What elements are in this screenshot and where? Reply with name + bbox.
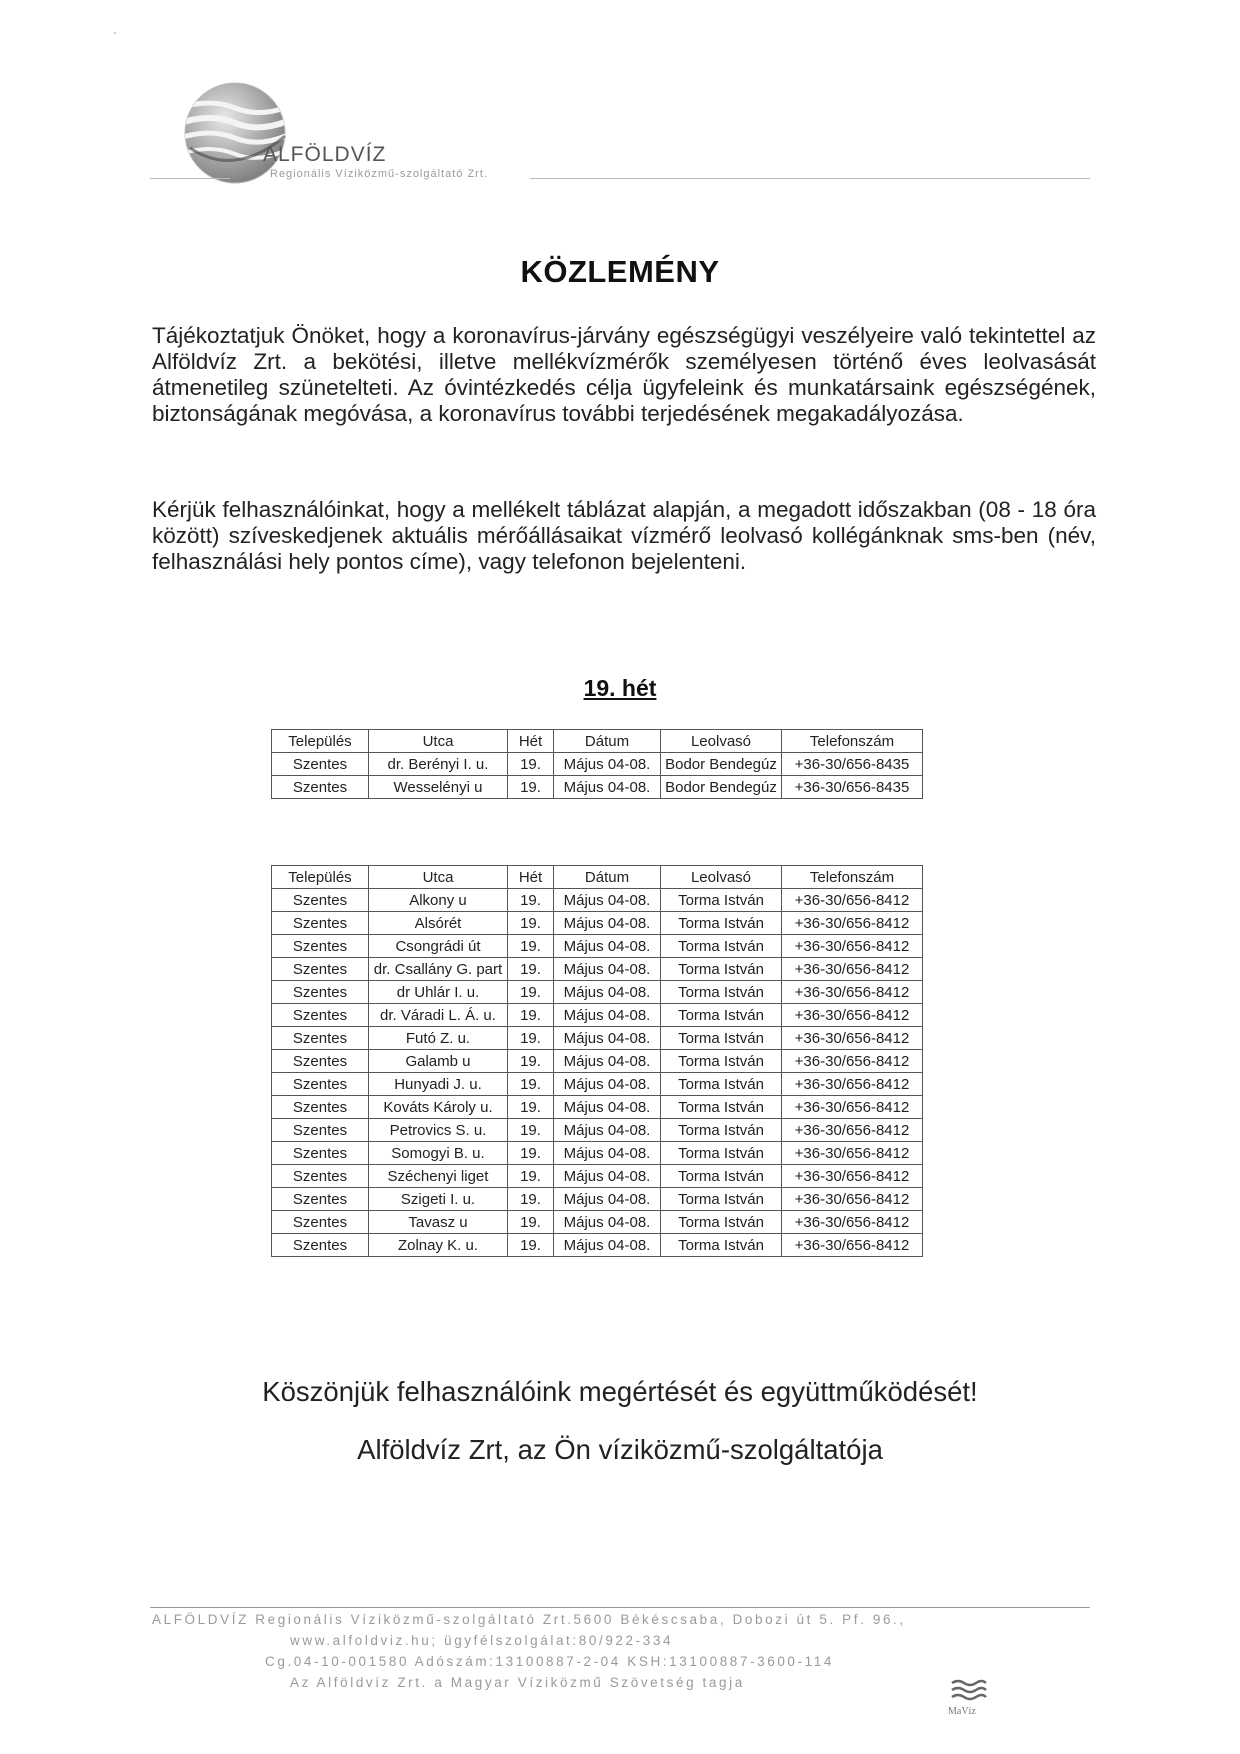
table-row (272, 935, 923, 958)
cell-phone: +36-30/656-8412 (782, 958, 923, 981)
cell-settlement: Szentes (272, 1119, 369, 1142)
cell-date: Május 04-08. (554, 935, 661, 958)
cell-reader: Torma István (661, 1027, 782, 1050)
col-header-street: Utca (369, 730, 508, 753)
cell-settlement: Szentes (272, 981, 369, 1004)
cell-phone: +36-30/656-8412 (782, 1165, 923, 1188)
intro-paragraph: Tájékoztatjuk Önöket, hogy a koronavírus-járvány egészségügyi veszélyeire való tekintettel az Alföldvíz Zrt. a bekötési, illetve mellékvízmérők személyesen történő éves leolvasását átmenetileg szünetelteti. Az óvintézkedés célja ügyfeleink és munkatársaink egészségének, biztonságának megóvása, a koronavírus további terjedésének megakadályozása. (152, 323, 1096, 426)
table-row (272, 889, 923, 912)
cell-phone: +36-30/656-8435 (782, 753, 923, 776)
col-header-settlement: Település (272, 866, 369, 889)
table-header-row (272, 866, 923, 889)
cell-street: Petrovics S. u. (369, 1119, 508, 1142)
cell-reader: Torma István (661, 1050, 782, 1073)
cell-week: 19. (508, 1165, 554, 1188)
cell-street: dr. Váradi L. Á. u. (369, 1004, 508, 1027)
cell-date: Május 04-08. (554, 1211, 661, 1234)
cell-street: Széchenyi liget (369, 1165, 508, 1188)
table-row (272, 776, 923, 799)
cell-settlement: Szentes (272, 889, 369, 912)
table-row (272, 912, 923, 935)
cell-phone: +36-30/656-8412 (782, 1234, 923, 1257)
cell-settlement: Szentes (272, 912, 369, 935)
cell-week: 19. (508, 1096, 554, 1119)
cell-settlement: Szentes (272, 1096, 369, 1119)
cell-date: Május 04-08. (554, 1004, 661, 1027)
cell-reader: Torma István (661, 1211, 782, 1234)
cell-phone: +36-30/656-8412 (782, 1050, 923, 1073)
cell-settlement: Szentes (272, 958, 369, 981)
cell-street: dr. Berényi I. u. (369, 753, 508, 776)
reader-table-bodor (271, 729, 923, 799)
cell-settlement: Szentes (272, 1004, 369, 1027)
cell-phone: +36-30/656-8412 (782, 1027, 923, 1050)
cell-phone: +36-30/656-8412 (782, 1073, 923, 1096)
table-body (272, 889, 923, 1257)
cell-reader: Torma István (661, 1073, 782, 1096)
cell-settlement: Szentes (272, 753, 369, 776)
footer-divider (150, 1607, 1090, 1608)
cell-date: Május 04-08. (554, 958, 661, 981)
cell-phone: +36-30/656-8412 (782, 1142, 923, 1165)
col-header-date: Dátum (554, 730, 661, 753)
cell-reader: Torma István (661, 981, 782, 1004)
cell-reader: Torma István (661, 889, 782, 912)
cell-date: Május 04-08. (554, 776, 661, 799)
table-row (272, 1165, 923, 1188)
cell-phone: +36-30/656-8412 (782, 889, 923, 912)
cell-date: Május 04-08. (554, 1142, 661, 1165)
cell-reader: Torma István (661, 912, 782, 935)
week-heading: 19. hét (583, 675, 657, 701)
cell-week: 19. (508, 1050, 554, 1073)
cell-settlement: Szentes (272, 1142, 369, 1165)
table-row (272, 753, 923, 776)
cell-date: Május 04-08. (554, 1096, 661, 1119)
col-header-settlement: Település (272, 730, 369, 753)
header-divider-left (150, 178, 230, 179)
request-paragraph: Kérjük felhasználóinkat, hogy a mellékelt táblázat alapján, a megadott időszakban (08 - 18 óra között) szíveskedjenek aktuális mérőállásaikat vízmérő leolvasó kollégánknak sms-ben (név, felhasználási hely pontos címe), vagy telefonon bejelenteni. (152, 497, 1096, 574)
footer-membership: Az Alföldvíz Zrt. a Magyar Víziközmű Szövetség tagja (290, 1675, 745, 1690)
cell-week: 19. (508, 912, 554, 935)
table-row (272, 1050, 923, 1073)
cell-street: Kováts Károly u. (369, 1096, 508, 1119)
mavir-label: MaVíz (948, 1706, 976, 1717)
col-header-reader: Leolvasó (661, 866, 782, 889)
cell-week: 19. (508, 935, 554, 958)
cell-reader: Torma István (661, 1234, 782, 1257)
table-row (272, 1004, 923, 1027)
scan-artifact (114, 32, 116, 34)
table-row (272, 1211, 923, 1234)
cell-settlement: Szentes (272, 1027, 369, 1050)
cell-reader: Bodor Bendegúz (661, 753, 782, 776)
cell-date: Május 04-08. (554, 1234, 661, 1257)
cell-settlement: Szentes (272, 1050, 369, 1073)
table-row (272, 1119, 923, 1142)
cell-street: Tavasz u (369, 1211, 508, 1234)
cell-date: Május 04-08. (554, 753, 661, 776)
cell-settlement: Szentes (272, 1211, 369, 1234)
cell-phone: +36-30/656-8412 (782, 1096, 923, 1119)
cell-street: Futó Z. u. (369, 1027, 508, 1050)
footer-registry: Cg.04-10-001580 Adószám:13100887-2-04 KSH:13100887-3600-114 (265, 1654, 834, 1669)
col-header-phone: Telefonszám (782, 866, 923, 889)
cell-week: 19. (508, 1234, 554, 1257)
thanks-message: Köszönjük felhasználóink megértését és együttműködését! (262, 1376, 978, 1407)
document-title: KÖZLEMÉNY (520, 254, 720, 289)
cell-street: dr. Csallány G. part (369, 958, 508, 981)
table-header-row (272, 730, 923, 753)
cell-week: 19. (508, 1188, 554, 1211)
cell-week: 19. (508, 776, 554, 799)
cell-street: Galamb u (369, 1050, 508, 1073)
cell-week: 19. (508, 889, 554, 912)
cell-phone: +36-30/656-8412 (782, 1119, 923, 1142)
cell-reader: Torma István (661, 958, 782, 981)
cell-phone: +36-30/656-8435 (782, 776, 923, 799)
header-divider-right (530, 178, 1090, 179)
cell-street: Szigeti I. u. (369, 1188, 508, 1211)
cell-phone: +36-30/656-8412 (782, 981, 923, 1004)
cell-street: Alkony u (369, 889, 508, 912)
cell-reader: Torma István (661, 1096, 782, 1119)
cell-settlement: Szentes (272, 1234, 369, 1257)
table-row (272, 1096, 923, 1119)
footer-address: ALFÖLDVÍZ Regionális Víziközmű-szolgáltató Zrt.5600 Békéscsaba, Dobozi út 5. Pf. 96., (152, 1612, 906, 1627)
table-row (272, 1188, 923, 1211)
cell-date: Május 04-08. (554, 1027, 661, 1050)
cell-reader: Torma István (661, 1165, 782, 1188)
cell-week: 19. (508, 1211, 554, 1234)
cell-reader: Torma István (661, 1004, 782, 1027)
cell-phone: +36-30/656-8412 (782, 1004, 923, 1027)
table-row (272, 1027, 923, 1050)
cell-reader: Torma István (661, 1142, 782, 1165)
cell-reader: Torma István (661, 1188, 782, 1211)
table-row (272, 1073, 923, 1096)
cell-date: Május 04-08. (554, 981, 661, 1004)
cell-date: Május 04-08. (554, 912, 661, 935)
col-header-reader: Leolvasó (661, 730, 782, 753)
cell-week: 19. (508, 1004, 554, 1027)
cell-week: 19. (508, 981, 554, 1004)
cell-street: Csongrádi út (369, 935, 508, 958)
cell-date: Május 04-08. (554, 1165, 661, 1188)
cell-settlement: Szentes (272, 776, 369, 799)
table-body (272, 753, 923, 799)
cell-week: 19. (508, 1027, 554, 1050)
reader-table-torma (271, 865, 923, 1257)
cell-phone: +36-30/656-8412 (782, 912, 923, 935)
cell-street: Somogyi B. u. (369, 1142, 508, 1165)
cell-date: Május 04-08. (554, 889, 661, 912)
cell-week: 19. (508, 958, 554, 981)
cell-street: dr Uhlár I. u. (369, 981, 508, 1004)
cell-street: Wesselényi u (369, 776, 508, 799)
cell-settlement: Szentes (272, 935, 369, 958)
col-header-week: Hét (508, 866, 554, 889)
cell-settlement: Szentes (272, 1165, 369, 1188)
table-row (272, 981, 923, 1004)
cell-date: Május 04-08. (554, 1073, 661, 1096)
cell-reader: Bodor Bendegúz (661, 776, 782, 799)
cell-reader: Torma István (661, 935, 782, 958)
cell-date: Május 04-08. (554, 1050, 661, 1073)
cell-date: Május 04-08. (554, 1188, 661, 1211)
cell-week: 19. (508, 1073, 554, 1096)
col-header-phone: Telefonszám (782, 730, 923, 753)
cell-phone: +36-30/656-8412 (782, 1188, 923, 1211)
cell-date: Május 04-08. (554, 1119, 661, 1142)
cell-street: Zolnay K. u. (369, 1234, 508, 1257)
table-row (272, 958, 923, 981)
cell-week: 19. (508, 753, 554, 776)
cell-phone: +36-30/656-8412 (782, 935, 923, 958)
col-header-street: Utca (369, 866, 508, 889)
cell-phone: +36-30/656-8412 (782, 1211, 923, 1234)
cell-week: 19. (508, 1119, 554, 1142)
table-row (272, 1234, 923, 1257)
cell-week: 19. (508, 1142, 554, 1165)
footer-website-phone: www.alfoldviz.hu; ügyfélszolgálat:80/922-334 (290, 1633, 674, 1648)
cell-street: Alsórét (369, 912, 508, 935)
cell-reader: Torma István (661, 1119, 782, 1142)
company-name: ALFÖLDVÍZ (263, 143, 387, 166)
col-header-week: Hét (508, 730, 554, 753)
cell-settlement: Szentes (272, 1188, 369, 1211)
cell-settlement: Szentes (272, 1073, 369, 1096)
cell-street: Hunyadi J. u. (369, 1073, 508, 1096)
table-row (272, 1142, 923, 1165)
col-header-date: Dátum (554, 866, 661, 889)
company-subtitle: Regionális Víziközmű-szolgáltató Zrt. (270, 168, 488, 180)
signature: Alföldvíz Zrt, az Ön víziközmű-szolgáltatója (357, 1434, 883, 1465)
